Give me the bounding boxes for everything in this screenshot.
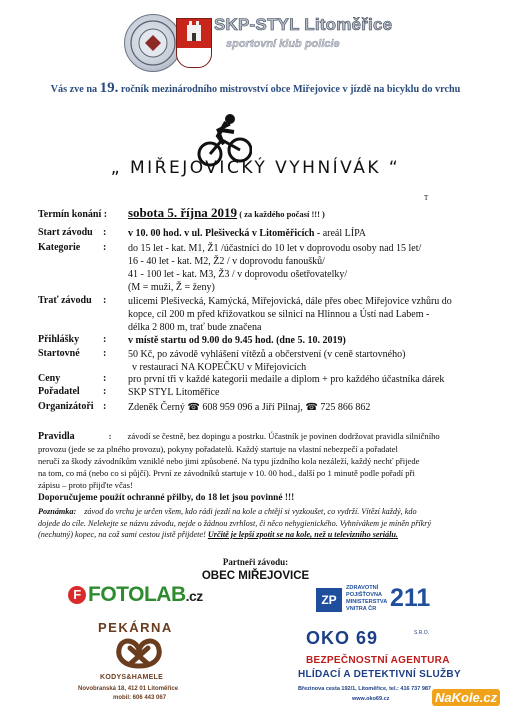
organizer-label: Pořadatel [38,386,80,397]
route-label: Trať závodu [38,295,92,306]
fotolab-f-icon: F [68,586,86,604]
colon: : [103,401,107,412]
start-value [128,227,366,240]
start-area: - areál LÍPA [314,228,366,239]
partners-title: Partneři závodu: [222,557,289,567]
colon: : [103,334,107,345]
note-label: Poznámka: [38,507,77,516]
colon: : [103,386,107,397]
category-list [128,242,421,294]
note-text: závod do vrchu je určen všem, kdo rádi jezdí na kole a chtějí si vyzkoušet, co vydrží. Vítězí každý, kdo [84,507,417,516]
weather-note: ( za každého počasí !!! ) [237,209,325,219]
invite-after: ročník mezinárodního mistrovství obce Miřejovice v jízdě na bicyklu do vrchu [118,84,461,95]
category-line: 16 - 40 let - kat. M2, Ž2 / v doprovodu fanoušků/ [128,256,325,267]
zp-number: 211 [390,584,431,612]
zp-text [346,585,387,613]
bakery-mobile: mobil: 606 443 067 [113,695,167,701]
oko-suffix: S.R.O. [414,630,430,636]
oko-line2: HLÍDACÍ A DETEKTIVNÍ SLUŽBY [298,669,461,680]
oko-logo: OKO 69 [306,628,379,648]
zp-badge-icon: ZP [316,588,342,612]
bakery-address: Novobranská 18, 412 01 Litoměřice [78,686,179,692]
rules-text: provozu (jede se za plného provozu), pokyny pořadatelů. Každý startuje na vlastní nebezpečí a pořadatel [38,444,398,454]
rules-label: Pravidla [38,431,75,442]
route-line: kopce, cíl 200 m před křižovatkou se silnicí na Hlinnou a Ústí nad Labem - [128,309,430,320]
start-time-place: v 10. 00 hod. v ul. Plešivecká v Litoměřicích [128,228,315,239]
helmet-notice: Doporučujeme použít ochranné přilby, do 18 let jsou povinné !!! [38,493,295,503]
colon: : [103,348,107,359]
organizer-value: SKP STYL Litoměřice [128,387,220,398]
start-label: Start závodu [38,227,93,238]
route-line: ulicemi Plešivecká, Kamýcká, Miřejovická, dále přes obec Miřejovice vzhůru do [128,296,452,307]
prizes-value: pro první tři v každé kategorii medaile a diplom + pro každého účastníka dárek [128,374,445,385]
bakery-owner: KODYS&HAMELE [100,674,164,681]
fotolab-logo [68,583,203,607]
registration-value: v místě startu od 9.00 do 9.45 hod. (dne 5. 10. 2019) [128,335,346,346]
fotolab-tld: .cz [185,588,203,604]
category-line: do 15 let - kat. M1, Ž1 /účastníci do 10 let v doprovodu osoby nad 15 let/ [128,243,422,254]
edition-number: 19. [99,80,119,96]
site-watermark: NaKole.cz [432,689,500,706]
note-text: (nechutný) kopec, na což sami cestou jistě přijdete! [38,530,208,539]
zp-line: POJIŠŤOVNA [346,592,383,598]
note-text: dojede do cíle. Nelekejte se názvu závodu, nejde o žádnou zvrhlost, či něco nehygienického. Vyhnívákem je míněn příkrý [38,518,432,528]
oko-line1: BEZPEČNOSTNÍ AGENTURA [306,655,450,666]
tiny-mark: T [424,194,429,202]
club-name: SKP-STYL Litoměřice [214,15,393,34]
club-subtitle: sportovní klub policie [226,38,340,50]
oko-web: www.oko69.cz [352,696,390,702]
fee-value [128,348,405,374]
note-slogan: Určitě je lepší zpotit se na kole, než u televizního seriálu. [207,530,398,539]
event-date: sobota 5. října 2019 [128,205,238,220]
category-line: (M = muži, Ž = ženy) [128,282,215,293]
colon: : [103,242,107,253]
zp-line: VNITRA ČR [346,606,377,612]
colon: : [103,295,107,306]
category-label: Kategorie [38,242,81,253]
fotolab-name: FOTOLAB [88,583,186,606]
prizes-label: Ceny [38,373,61,384]
rules-text: závodí se čestně, bez dopingu a postrku. Účastník je povinen dodržovat pravidla silničního [127,431,440,441]
category-line: 41 - 100 let - kat. M3, Ž3 / v doprovodu ošetřovatelky/ [128,269,348,280]
colon: : [103,373,107,384]
city-crest [176,18,212,68]
zp-line: ZDRAVOTNÍ [346,585,379,591]
fee-line: 50 Kč, po závodě vyhlášení vítězů a občerstvení (v ceně startovného) [128,349,406,360]
registration-label: Přihlášky [38,334,80,345]
event-title: „ MIŘEJOVICKÝ VYHNÍVÁK “ [110,158,401,178]
rules-text: neručí za škody závodníkům vzniklé nebo jimi způsobené. Na typu jízdního kola nezáleží, každý nechť přijede [38,456,420,466]
fee-line: v restauraci NA KOPEČKU v Miřejovicích [132,362,307,373]
fee-label: Startovné [38,348,80,359]
organizers-value: Zdeněk Černý ☎ 608 959 096 a Jiří Pilnaj, ☎ 725 866 862 [128,402,371,413]
termin-value [128,206,325,221]
colon: : [103,227,107,238]
route-description [128,295,452,334]
invitation-line [0,80,511,97]
note-paragraph [38,506,476,541]
colon: : [108,431,112,441]
oko-address: Březinova cesta 192/1, Litoměřice, tel.: 416 737 987 [298,686,431,692]
route-line: délka 2 800 m, trať bude značena [128,322,262,333]
partner-name: OBEC MIŘEJOVICE [201,570,310,582]
zp-line: MINISTERSTVA [346,599,388,605]
rules-paragraph [38,430,476,491]
invite-before: Vás zve na [50,84,100,95]
organizers-label: Organizátoři [38,401,94,412]
termin-label: Termín konání : [38,209,108,220]
club-logo-emblem [124,14,182,72]
pretzel-icon [112,636,166,672]
bakery-name: PEKÁRNA [98,620,173,635]
rules-text: zápisu – proto přijďte včas! [38,480,133,490]
rules-text: na tom, co má (nebo co si půjčí). První ze závodníků startuje v 10. 00 hod., další po 1 minutě podle pořadí při [38,468,415,478]
